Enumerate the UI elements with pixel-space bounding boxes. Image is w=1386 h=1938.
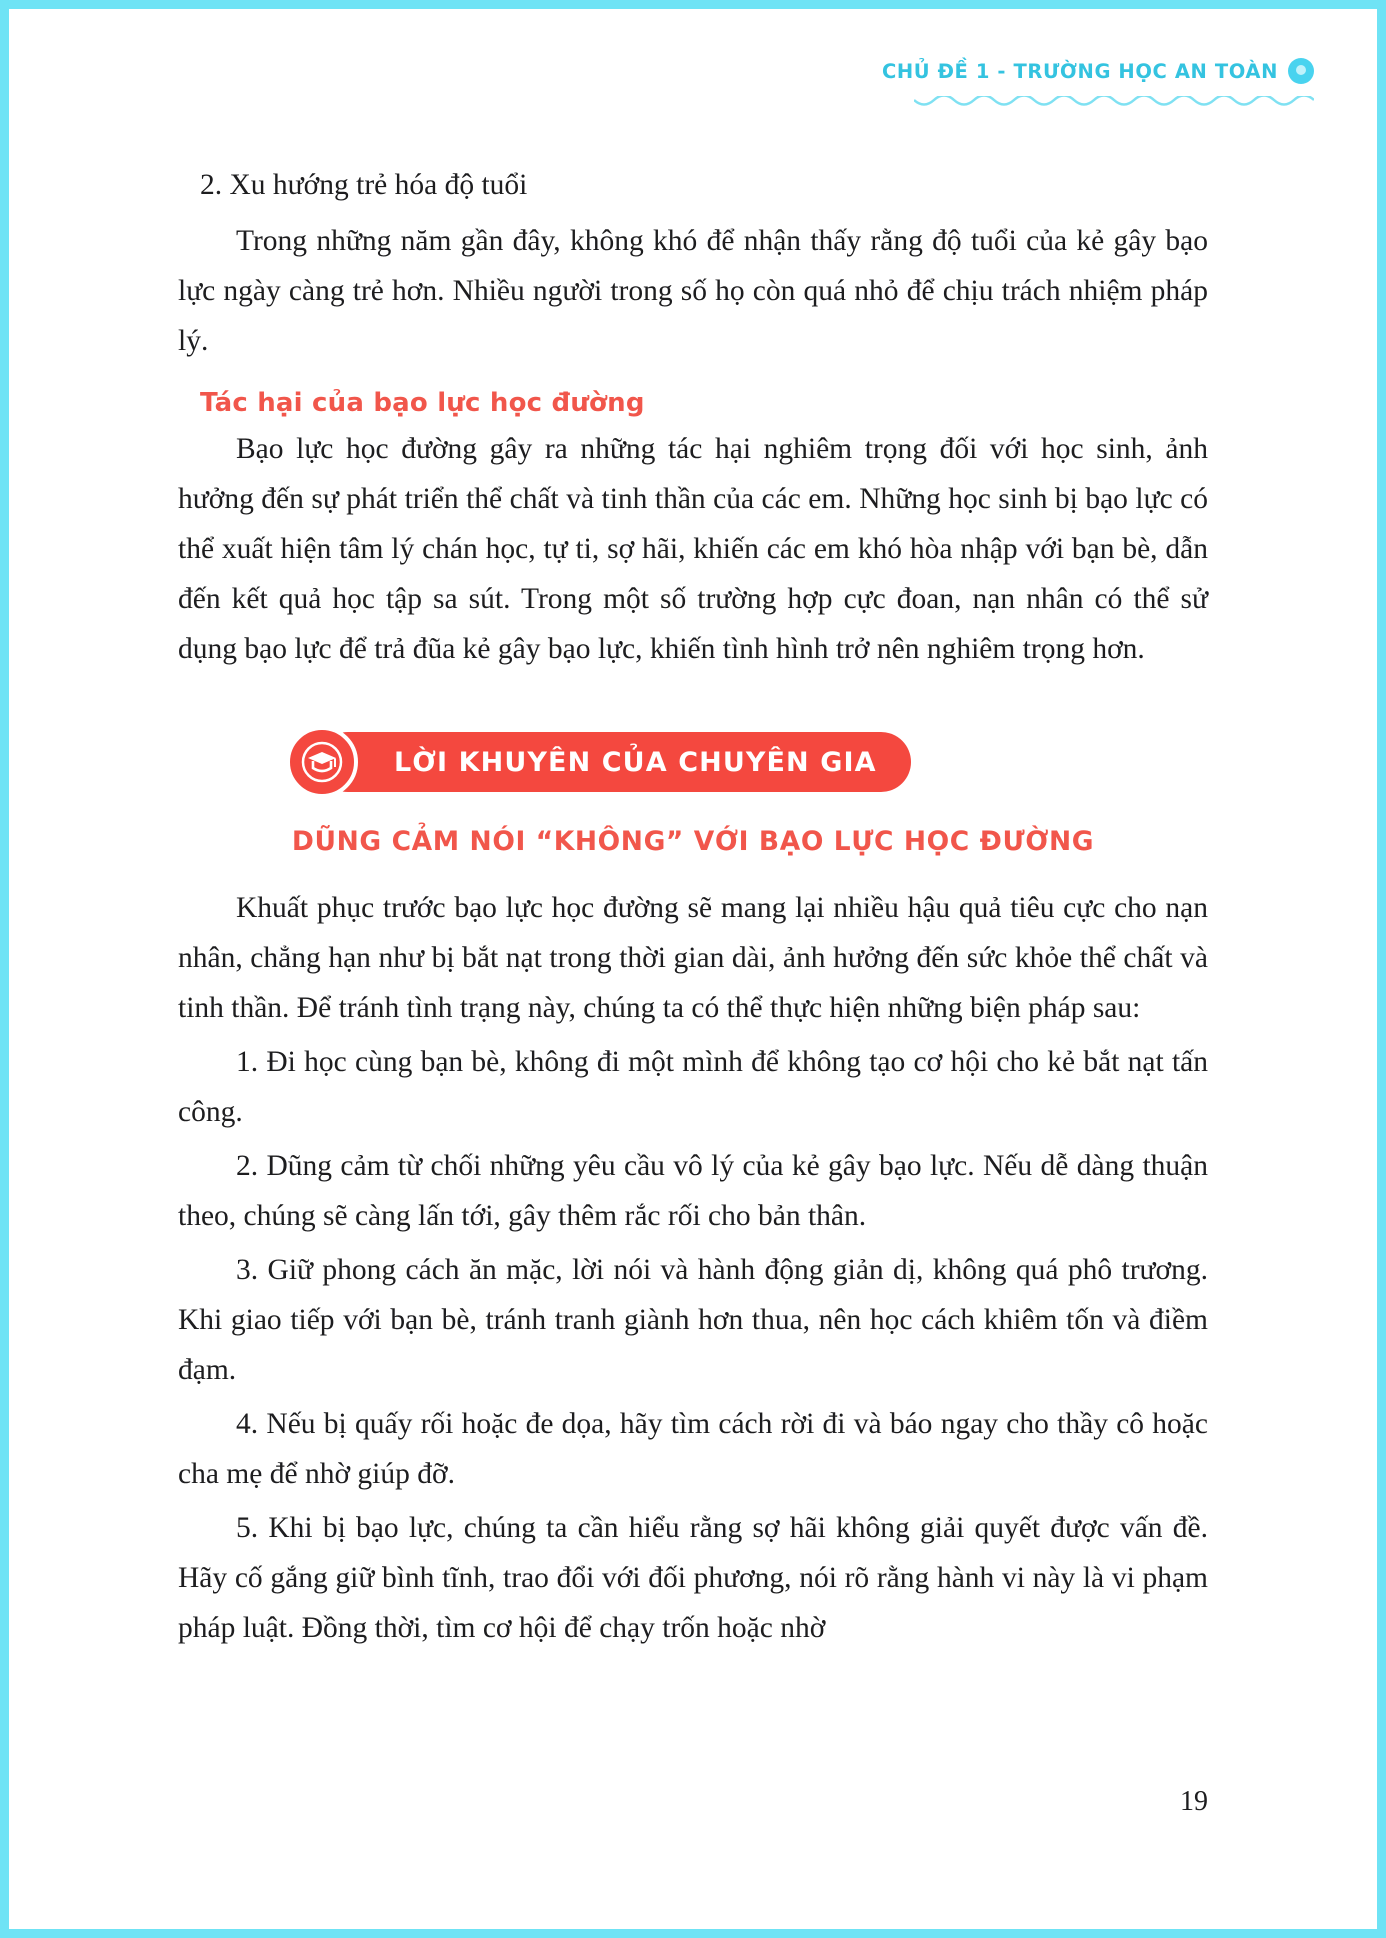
page-content	[178, 160, 1208, 1657]
graduation-cap-medal-icon	[286, 726, 358, 798]
advice-item-2: 2. Dũng cảm từ chối những yêu cầu vô lý của kẻ gây bạo lực. Nếu dễ dàng thuận theo, chúng sẽ càng lấn tới, gây thêm rắc rối cho bản thân.	[178, 1150, 1208, 1232]
advice-intro: Khuất phục trước bạo lực học đường sẽ mang lại nhiều hậu quả tiêu cực cho nạn nhân, chẳng hạn như bị bắt nạt trong thời gian dài, ảnh hưởng đến sức khỏe thể chất và tinh thần. Để tránh tình trạng này, chúng ta có thể thực hiện những biện pháp sau:	[178, 892, 1208, 1024]
advice-item-1: 1. Đi học cùng bạn bè, không đi một mình để không tạo cơ hội cho kẻ bắt nạt tấn công.	[178, 1046, 1208, 1128]
expert-advice-banner-label: LỜI KHUYÊN CỦA CHUYÊN GIA	[394, 746, 877, 778]
paragraph-harms: Bạo lực học đường gây ra những tác hại nghiêm trọng đối với học sinh, ảnh hưởng đến sự phát triển thể chất và tinh thần của các em. Những học sinh bị bạo lực có thể xuất hiện tâm lý chán học, tự ti, sợ hãi, khiến các em khó hòa nhập với bạn bè, dẫn đến kết quả học tập sa sút. Trong một số trường hợp cực đoan, nạn nhân có thể sử dụng bạo lực để trả đũa kẻ gây bạo lực, khiến tình hình trở nên nghiêm trọng hơn.	[178, 433, 1208, 665]
advice-item-4: 4. Nếu bị quấy rối hoặc đe dọa, hãy tìm cách rời đi và báo ngay cho thầy cô hoặc cha mẹ để nhờ giúp đỡ.	[178, 1408, 1208, 1490]
header-wave-divider	[914, 96, 1314, 110]
running-head-label: CHỦ ĐỀ 1 - TRƯỜNG HỌC AN TOÀN	[881, 59, 1278, 83]
circle-badge-icon	[1288, 58, 1314, 84]
expert-advice-block	[178, 732, 1208, 1653]
expert-advice-banner	[318, 732, 911, 792]
section-heading: 2. Xu hướng trẻ hóa độ tuổi	[200, 169, 528, 201]
subheading-harms: Tác hại của bạo lực học đường	[200, 388, 645, 418]
expert-advice-body	[178, 883, 1208, 1653]
page-number: 19	[1180, 1786, 1208, 1817]
advice-item-3: 3. Giữ phong cách ăn mặc, lời nói và hành động giản dị, không quá phô trương. Khi giao tiếp với bạn bè, tránh tranh giành hơn thua, nên học cách khiêm tốn và điềm đạm.	[178, 1254, 1208, 1386]
paragraph-trend: Trong những năm gần đây, không khó để nhận thấy rằng độ tuổi của kẻ gây bạo lực ngày càng trẻ hơn. Nhiều người trong số họ còn quá nhỏ để chịu trách nhiệm pháp lý.	[178, 225, 1208, 357]
running-head	[882, 58, 1314, 84]
advice-item-5: 5. Khi bị bạo lực, chúng ta cần hiểu rằng sợ hãi không giải quyết được vấn đề. Hãy cố gắng giữ bình tĩnh, trao đổi với đối phương, nói rõ rằng hành vi này là vi phạm pháp luật. Đồng thời, tìm cơ hội để chạy trốn hoặc nhờ	[178, 1512, 1208, 1644]
expert-advice-title: DŨNG CẢM NÓI “KHÔNG” VỚI BẠO LỰC HỌC ĐƯỜNG	[291, 826, 1095, 857]
